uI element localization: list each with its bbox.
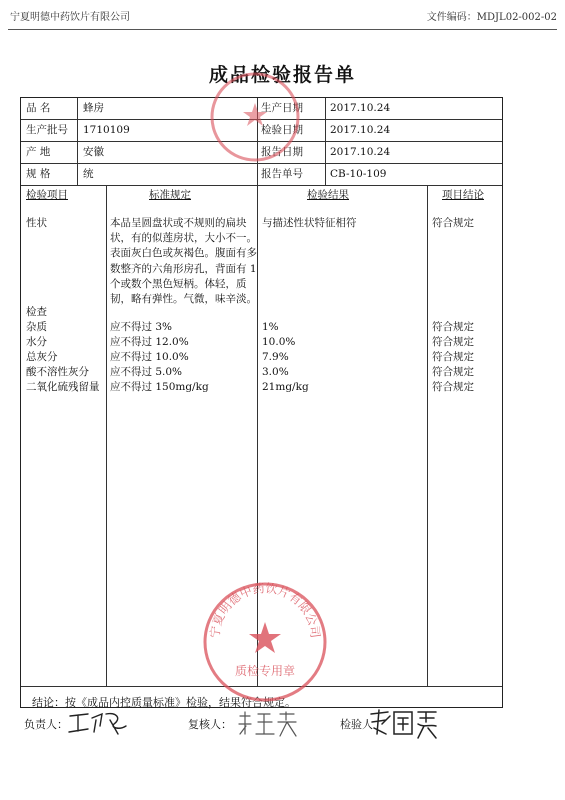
column-header-item: 检验项目 bbox=[26, 189, 68, 201]
row-divider bbox=[21, 185, 502, 186]
check-conclusion: 符合规定 bbox=[432, 351, 474, 363]
traits-conclusion: 符合规定 bbox=[432, 217, 474, 229]
check-result: 1% bbox=[262, 321, 279, 333]
col-divider bbox=[325, 98, 326, 185]
report-no-label: 报告单号 bbox=[261, 168, 303, 180]
report-date-value: 2017.10.24 bbox=[330, 146, 391, 158]
company-header: 宁夏明德中药饮片有限公司 bbox=[10, 12, 130, 23]
inspector-label: 检验人 bbox=[340, 718, 373, 731]
reviewer-label: 复核人： bbox=[188, 718, 232, 731]
product-name-value: 蜂房 bbox=[83, 102, 104, 114]
check-standard: 应不得过 12.0% bbox=[110, 336, 189, 348]
check-result: 21mg/kg bbox=[262, 381, 309, 393]
stamp-center-text: 质检专用章 bbox=[234, 664, 296, 678]
check-conclusion: 符合规定 bbox=[432, 381, 474, 393]
conclusion-text: 结论：按《成品内控质量标准》检验，结果符合规定。 bbox=[32, 696, 296, 709]
check-conclusion: 符合规定 bbox=[432, 336, 474, 348]
batch-value: 1710109 bbox=[83, 124, 130, 136]
check-standard: 应不得过 150mg/kg bbox=[110, 381, 209, 393]
page-title: 成品检验报告单 bbox=[208, 64, 356, 86]
quality-stamp-bottom bbox=[200, 580, 330, 705]
column-header-result: 检验结果 bbox=[307, 189, 349, 201]
inspector-signature bbox=[368, 706, 440, 740]
col-divider bbox=[77, 98, 78, 185]
spec-label: 规 格 bbox=[26, 168, 51, 180]
check-standard: 应不得过 3% bbox=[110, 321, 172, 333]
check-result: 7.9% bbox=[262, 351, 289, 363]
inspection-date-value: 2017.10.24 bbox=[330, 124, 391, 136]
col-divider bbox=[427, 185, 428, 686]
traits-standard: 本品呈圆盘状或不规则的扁块状，有的似莲房状，大小不一。表面灰白色或灰褐色。腹面有多数整齐的六角形房孔，背面有 1 个或数个黑色短柄。体轻，质韧，略有弹性。气微，味辛淡。 bbox=[110, 217, 257, 306]
production-date-label: 生产日期 bbox=[261, 102, 303, 114]
column-header-standard: 标准规定 bbox=[149, 189, 191, 201]
report-date-label: 报告日期 bbox=[261, 146, 303, 158]
column-header-conclusion: 项目结论 bbox=[442, 189, 484, 201]
reviewer-signature bbox=[236, 708, 300, 740]
check-result: 10.0% bbox=[262, 336, 296, 348]
traits-result: 与描述性状特征相符 bbox=[262, 217, 357, 229]
check-item: 水分 bbox=[26, 336, 47, 348]
check-heading: 检查 bbox=[26, 306, 47, 318]
check-result: 3.0% bbox=[262, 366, 289, 378]
col-divider bbox=[106, 185, 107, 686]
row-divider bbox=[21, 163, 502, 164]
check-item: 二氧化硫残留量 bbox=[26, 381, 100, 393]
responsible-signature bbox=[66, 704, 130, 740]
inspection-date-label: 检验日期 bbox=[261, 124, 303, 136]
stamp-ring-text: 宁夏明德中药饮片有限公司 bbox=[207, 581, 323, 639]
origin-value: 安徽 bbox=[83, 146, 104, 158]
check-standard: 应不得过 5.0% bbox=[110, 366, 183, 378]
origin-label: 产 地 bbox=[26, 146, 51, 158]
header-rule bbox=[8, 29, 557, 30]
check-item: 杂质 bbox=[26, 321, 47, 333]
spec-value: 统 bbox=[83, 168, 94, 180]
document-number: 文件编码：MDJL02-002-02 bbox=[426, 12, 557, 23]
batch-label: 生产批号 bbox=[26, 124, 68, 136]
report-no-value: CB-10-109 bbox=[330, 168, 387, 180]
check-conclusion: 符合规定 bbox=[432, 366, 474, 378]
quality-stamp-top bbox=[200, 72, 310, 162]
check-conclusion: 符合规定 bbox=[432, 321, 474, 333]
check-item: 酸不溶性灰分 bbox=[26, 366, 89, 378]
production-date-value: 2017.10.24 bbox=[330, 102, 391, 114]
check-standard: 应不得过 10.0% bbox=[110, 351, 189, 363]
traits-item: 性状 bbox=[26, 217, 47, 229]
check-item: 总灰分 bbox=[26, 351, 58, 363]
responsible-label: 负责人： bbox=[24, 718, 68, 731]
product-name-label: 品 名 bbox=[26, 102, 51, 114]
